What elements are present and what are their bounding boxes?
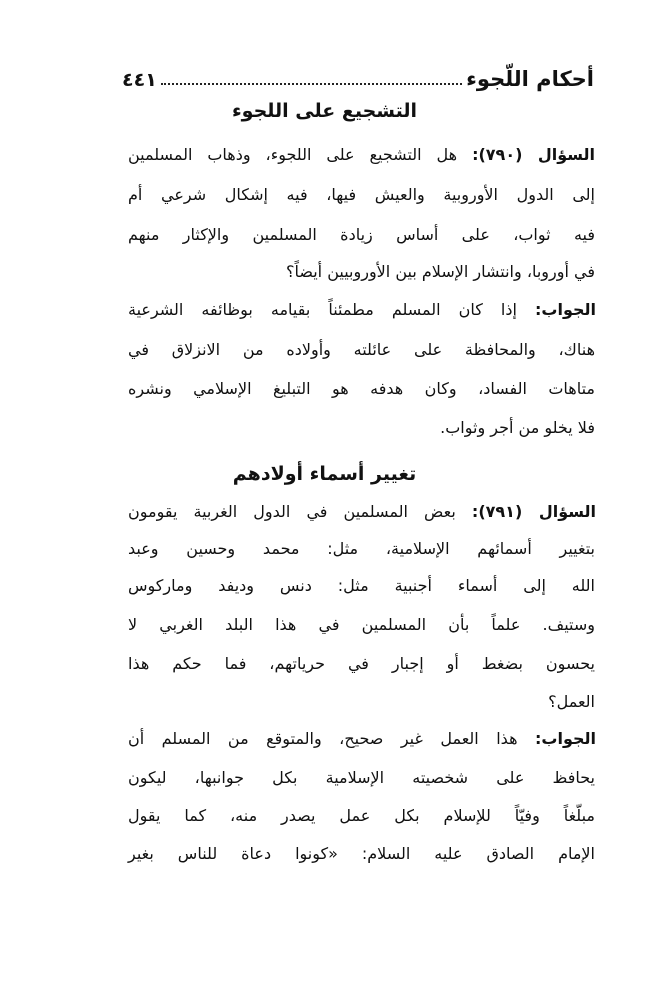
running-header-title: أحكام اللّجوء [466,67,594,91]
page-number: ٤٤١ [122,69,157,91]
question-line: العمل؟ [548,692,595,711]
question-line: الله إلى أسماء أجنبية مثل: دنس وديفد وماركوس [128,576,595,595]
section-heading: تغيير أسماء أولادهم [232,463,417,485]
answer-label: الجواب: [534,729,596,748]
answer-line [128,731,596,747]
question-text: بعض المسلمين في الدول الغربية يقومون [128,502,456,521]
answer-line: يحافظ على شخصيته الإسلامية بكل جوانبها، ليكون [128,768,595,787]
question-line: بتغيير أسمائهم الإسلامية، مثل: محمد وحسين وعبد [128,539,595,558]
question-line: فيه ثواب، على أساس زيادة المسلمين والإكثار منهم [128,225,595,244]
answer-line: مبلّغاً وفيّاً للإسلام بكل عمل يصدر منه، كما يقول [128,806,595,825]
question-label: السؤال (٧٩١): [471,502,596,521]
question-line: وستيف. علماً بأن المسلمين في هذا البلد الغربي لا [128,615,595,634]
answer-line: متاهات الفساد، وكان هدفه هو التبليغ الإسلامي ونشره [128,379,595,398]
answer-label: الجواب: [535,300,597,319]
dot-leader [161,82,462,85]
question-line [128,504,596,520]
answer-line [128,302,596,318]
question-text: هل التشجيع على اللجوء، وذهاب المسلمين [128,145,458,164]
question-line [128,147,595,163]
question-line: في أوروبا، وانتشار الإسلام بين الأوروبيين أيضاً؟ [285,262,595,281]
answer-line: فلا يخلو من أجر وثواب. [440,418,595,437]
answer-line: هناك، والمحافظة على عائلته وأولاده من الانزلاق في [128,340,595,359]
section-heading: التشجيع على اللجوء [231,100,418,122]
running-header [122,60,594,90]
question-line: يحسون بضغط أو إجبار في حرياتهم، فما حكم هذا [128,654,595,673]
question-line: إلى الدول الأوروبية والعيش فيها، فيه إشكال شرعي أم [128,185,595,204]
question-label: السؤال (٧٩٠): [472,145,595,164]
answer-line: الإمام الصادق عليه السلام: «كونوا دعاة للناس بغير [128,844,595,863]
answer-text: إذا كان المسلم مطمئناً بقيامه بوظائفه الشرعية [128,300,517,319]
answer-text: هذا العمل غير صحيح، والمتوقع من المسلم أن [128,729,518,748]
